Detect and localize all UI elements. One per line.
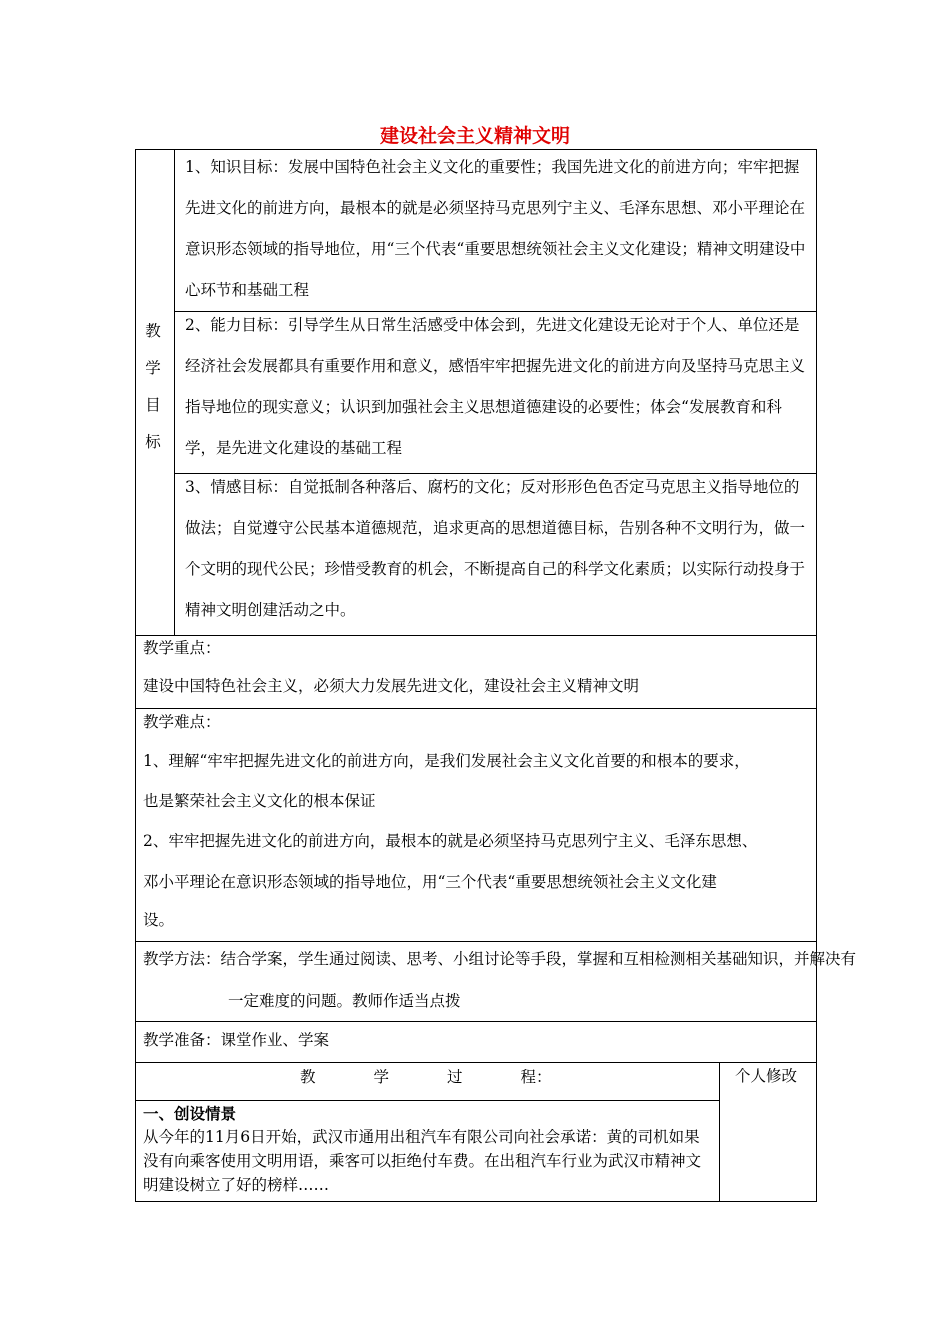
objective-emotion-text: 3、情感目标：自觉抵制各种落后、腐朽的文化；反对形形色色否定马克思主义指导地位的做法；自觉遵守公民基本道德规范，追求更高的思想道德目标，告别各种不文明行为，做一个文明的现代公民；珍惜受教育的机会，不断提高自己的科学文化素质；以实际行动投身于精神文明创建活动之中。 [185,478,806,619]
objective-knowledge-text: 1、知识目标：发展中国特色社会主义文化的重要性；我国先进文化的前进方向；牢牢把握先进文化的前进方向，最根本的就是必须坚持马克思列宁主义、毛泽东思想、邓小平理论在意识形态领域的指导地位，用“三个代表“重要思想统领社会主义文化建设；精神文明建设中心环节和基础工程 [185,158,806,299]
objectives-label-char: 目 [145,396,161,414]
difficulty-item-2-line: 邓小平理论在意识形态领域的指导地位，用“三个代表“重要思想统领社会主义文化建 [143,873,717,891]
section-1-title: 一、创设情景 [143,1104,237,1123]
objectives-label-char: 标 [145,433,161,451]
difficulty-item-1-line: 也是繁荣社会主义文化的根本保证 [143,792,376,810]
key-points-text: 建设中国特色社会主义，必须大力发展先进文化，建设社会主义精神文明 [143,677,640,695]
objectives-label-char: 教 [145,322,161,340]
objective-ability-text: 2、能力目标：引导学生从日常生活感受中体会到，先进文化建设无论对于个人、单位还是经济社会发展都具有重要作用和意义，感悟牢牢把握先进文化的前进方向及坚持马克思主义指导地位的现实意义；认识到加强社会主义思想道德建设的必要性；体会“发展教育和科学，是先进文化建设的基础工程 [185,316,806,457]
method-line-2: 一定难度的问题。教师作适当点拨 [228,992,461,1010]
difficulty-item-1-line: 1、理解“牢牢把握先进文化的前进方向，是我们发展社会主义文化首要的和根本的要求， [143,752,750,770]
personal-edit-label: 个人修改 [735,1067,798,1085]
document-title: 建设社会主义精神文明 [379,125,570,147]
difficulty-item-2-line: 2、牢牢把握先进文化的前进方向，最根本的就是必须坚持马克思列宁主义、毛泽东思想、 [143,832,758,850]
process-heading-char: 程： [520,1068,552,1086]
preparation-text: 教学准备：课堂作业、学案 [143,1031,330,1049]
difficulty-item-2-line: 设。 [143,911,175,929]
process-heading-char: 学 [373,1068,390,1086]
process-heading-char: 过 [447,1068,463,1086]
process-heading-char: 教 [300,1068,316,1086]
key-points-label: 教学重点： [143,639,221,657]
difficulties-label: 教学难点： [143,713,221,731]
method-line-1: 教学方法：结合学案，学生通过阅读、思考、小组讨论等手段，掌握和互相检测相关基础知识，并解决有 [143,950,857,968]
section-1-text: 从今年的11月6日开始，武汉市通用出租汽车有限公司向社会承诺：黄的司机如果没有向乘客使用文明用语，乘客可以拒绝付车费。在出租汽车行业为武汉市精神文明建设树立了好的榜样…… [143,1128,702,1194]
process-heading [300,1063,610,1091]
objectives-label-char: 学 [145,359,161,377]
